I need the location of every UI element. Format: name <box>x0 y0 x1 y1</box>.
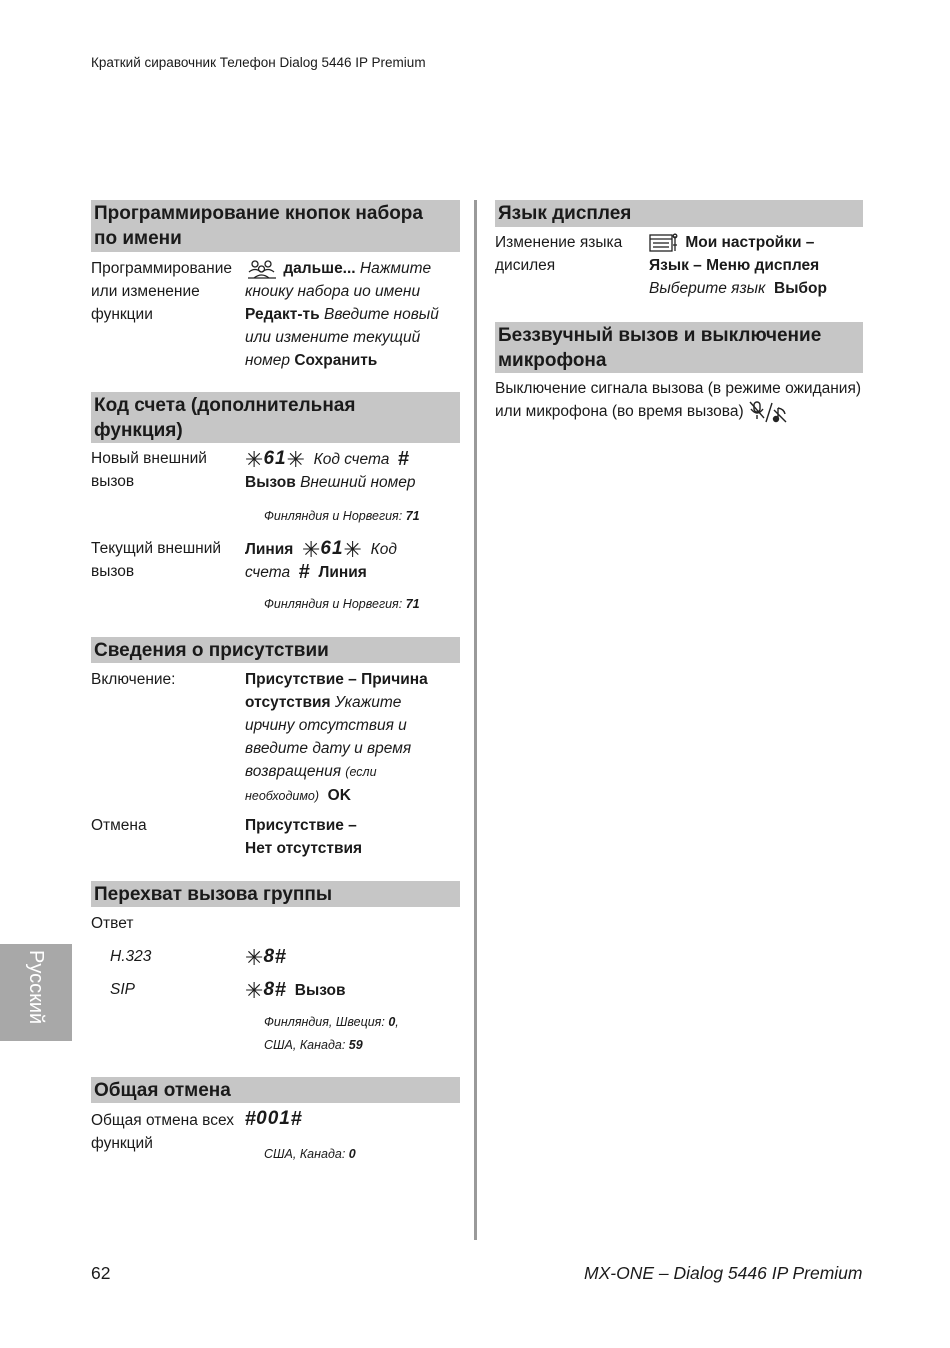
star-key-icon: ✳ <box>301 537 321 562</box>
section-title-line: функция) <box>94 420 183 441</box>
presence-on-instructions <box>245 668 465 808</box>
answer-label: Ответ <box>91 915 134 932</box>
star-key-icon: ✳ <box>286 447 306 472</box>
label-line: Текущий внешний <box>91 540 222 557</box>
section-title-line: Сведения о присутствии <box>94 640 329 661</box>
instruction-text: Выберите язык <box>649 280 766 297</box>
note-text: , <box>395 1015 399 1029</box>
note-value: 0 <box>348 1147 356 1161</box>
settings-menu-icon <box>649 234 681 251</box>
footer-doc-title: MX-ONE – Dialog 5446 IP Premium <box>584 1263 863 1283</box>
more-key: дальше... <box>283 260 356 277</box>
section-title-line: Программирование кнопок набора <box>94 203 423 224</box>
section-title-line: Перехват вызова группы <box>94 884 333 905</box>
hash-key-icon: # <box>275 979 287 1001</box>
line-key: Линия <box>245 541 294 558</box>
instruction-small-text: необходимо) <box>245 789 320 803</box>
instruction-small-text: (если <box>345 765 377 779</box>
section-title-line: Беззвучный вызов и выключение <box>498 325 822 346</box>
label-line: дисилея <box>495 257 556 274</box>
note-text: США, Канада: <box>264 1147 346 1161</box>
line-key: Линия <box>318 564 367 581</box>
label-line: вызов <box>91 473 135 490</box>
country-note <box>264 1144 356 1164</box>
column-divider <box>474 200 477 1240</box>
hash-key-icon: # <box>298 561 310 583</box>
star-key-icon: ✳ <box>245 978 264 1003</box>
sip-code <box>245 978 346 1002</box>
label-line: функций <box>91 1135 153 1152</box>
hash-key-icon: # <box>275 946 287 968</box>
section-title-presence <box>91 637 460 663</box>
label-line: или изменение <box>91 283 200 300</box>
code-digits: 8 <box>263 946 276 967</box>
star-key-icon: ✳ <box>343 537 362 562</box>
hash-key-icon: # <box>245 1108 257 1130</box>
note-value: 71 <box>405 509 420 523</box>
label-line: Общая отмена всех <box>91 1112 234 1129</box>
mute-mic-speaker-icon <box>748 403 790 420</box>
presence-key: Присутствие – Причина <box>245 671 428 688</box>
menu-path: Язык – Меню дисплея <box>649 257 820 274</box>
select-key: Выбор <box>774 280 827 297</box>
section-title-line: Общая отмена <box>94 1080 231 1101</box>
presence-key: Присутствие – <box>245 817 357 834</box>
general-cancel-code <box>245 1107 302 1131</box>
presence-cancel-instructions <box>245 814 465 860</box>
instruction-text: или измените текущий <box>245 329 421 346</box>
presence-key: отсутствия <box>245 694 331 711</box>
instruction-text: введите дату и время <box>245 740 412 757</box>
new-external-call-label <box>91 447 207 493</box>
current-external-call-instructions <box>245 537 465 584</box>
section-title-line: по имени <box>94 228 182 249</box>
running-header: Краткий сиравочник Телефон Dialog 5446 IP Premium <box>91 55 426 70</box>
note-value: 0 <box>388 1015 396 1029</box>
ok-key: OK <box>327 787 351 804</box>
instruction-text: Внешний номер <box>300 474 416 491</box>
section-title-line: микрофона <box>498 350 607 371</box>
note-text: Финляндия и Норвегия: <box>264 597 403 611</box>
instruction-text: Нажмите <box>359 260 432 277</box>
instruction-text: кноику набора ио имени <box>245 283 421 300</box>
label-line: функции <box>91 306 153 323</box>
note-value: 59 <box>348 1038 363 1052</box>
display-language-instructions <box>649 231 864 300</box>
code-digits: 61 <box>320 538 344 559</box>
section-title-display-language <box>495 200 863 227</box>
sip-label: SIP <box>110 981 135 998</box>
presence-cancel-label: Отмена <box>91 817 147 834</box>
section-title-general-cancel <box>91 1077 460 1103</box>
label-line: вызов <box>91 563 135 580</box>
note-text: США, Канада: <box>264 1038 346 1052</box>
instruction-text: или микрофона (во время вызова) <box>495 403 744 421</box>
country-note <box>264 594 420 614</box>
presence-key: Нет отсутствия <box>245 840 363 857</box>
code-digits: 8 <box>263 979 276 1000</box>
speed-dial-label <box>91 257 232 326</box>
star-key-icon: ✳ <box>245 447 264 472</box>
language-side-tab <box>0 944 72 1041</box>
country-note <box>264 1012 399 1032</box>
instruction-text: Код счета <box>313 451 390 468</box>
label-line: Программирование <box>91 260 233 277</box>
section-title-line: Язык дисплея <box>498 203 632 224</box>
note-text: Финляндия и Норвегия: <box>264 509 403 523</box>
save-key: Сохранить <box>294 352 378 369</box>
speed-dial-instructions <box>245 257 465 372</box>
label-line: Новый внешний <box>91 450 207 467</box>
hash-key-icon: # <box>290 1108 302 1130</box>
instruction-text: Введите новый <box>323 306 439 323</box>
display-language-label <box>495 231 622 277</box>
note-text: Финляндия, Швеция: <box>264 1015 385 1029</box>
section-title-account-code <box>91 392 460 443</box>
section-title-mute <box>495 322 863 373</box>
note-value: 71 <box>405 597 420 611</box>
call-key: Вызов <box>294 982 346 999</box>
instruction-text: возвращения <box>245 763 341 780</box>
instruction-text: счета <box>245 564 291 581</box>
page-number: 62 <box>91 1263 111 1283</box>
h323-code <box>245 945 286 969</box>
call-key: Вызов <box>245 474 296 491</box>
language-tab-label: Русский <box>25 950 47 1025</box>
instruction-text: Выключение сигнала вызова (в режиме ожидания) <box>495 380 862 397</box>
country-note <box>264 506 420 526</box>
section-title-line: Код счета (дополнительная <box>94 395 356 416</box>
h323-label: H.323 <box>110 948 152 965</box>
instruction-text: номер <box>245 352 291 369</box>
new-external-call-instructions <box>245 447 465 494</box>
contacts-icon <box>245 260 279 277</box>
instruction-text: Укажите <box>334 694 402 711</box>
hash-key-icon: # <box>397 448 410 470</box>
edit-key: Редакт-ть <box>245 306 320 323</box>
section-title-speed-dial <box>91 200 460 252</box>
current-external-call-label <box>91 537 221 583</box>
country-note <box>264 1035 363 1055</box>
star-key-icon: ✳ <box>245 945 264 970</box>
code-digits: 001 <box>256 1108 291 1129</box>
presence-on-label: Включение: <box>91 671 176 688</box>
label-line: Изменение языка <box>495 234 623 251</box>
code-digits: 61 <box>263 448 287 469</box>
section-title-group-pickup <box>91 881 460 907</box>
general-cancel-label <box>91 1109 234 1155</box>
my-settings-key: Мои настройки – <box>685 234 815 251</box>
instruction-text: ирчину отсутствия и <box>245 717 407 734</box>
instruction-text: Код <box>370 541 397 558</box>
mute-instructions <box>495 377 865 424</box>
